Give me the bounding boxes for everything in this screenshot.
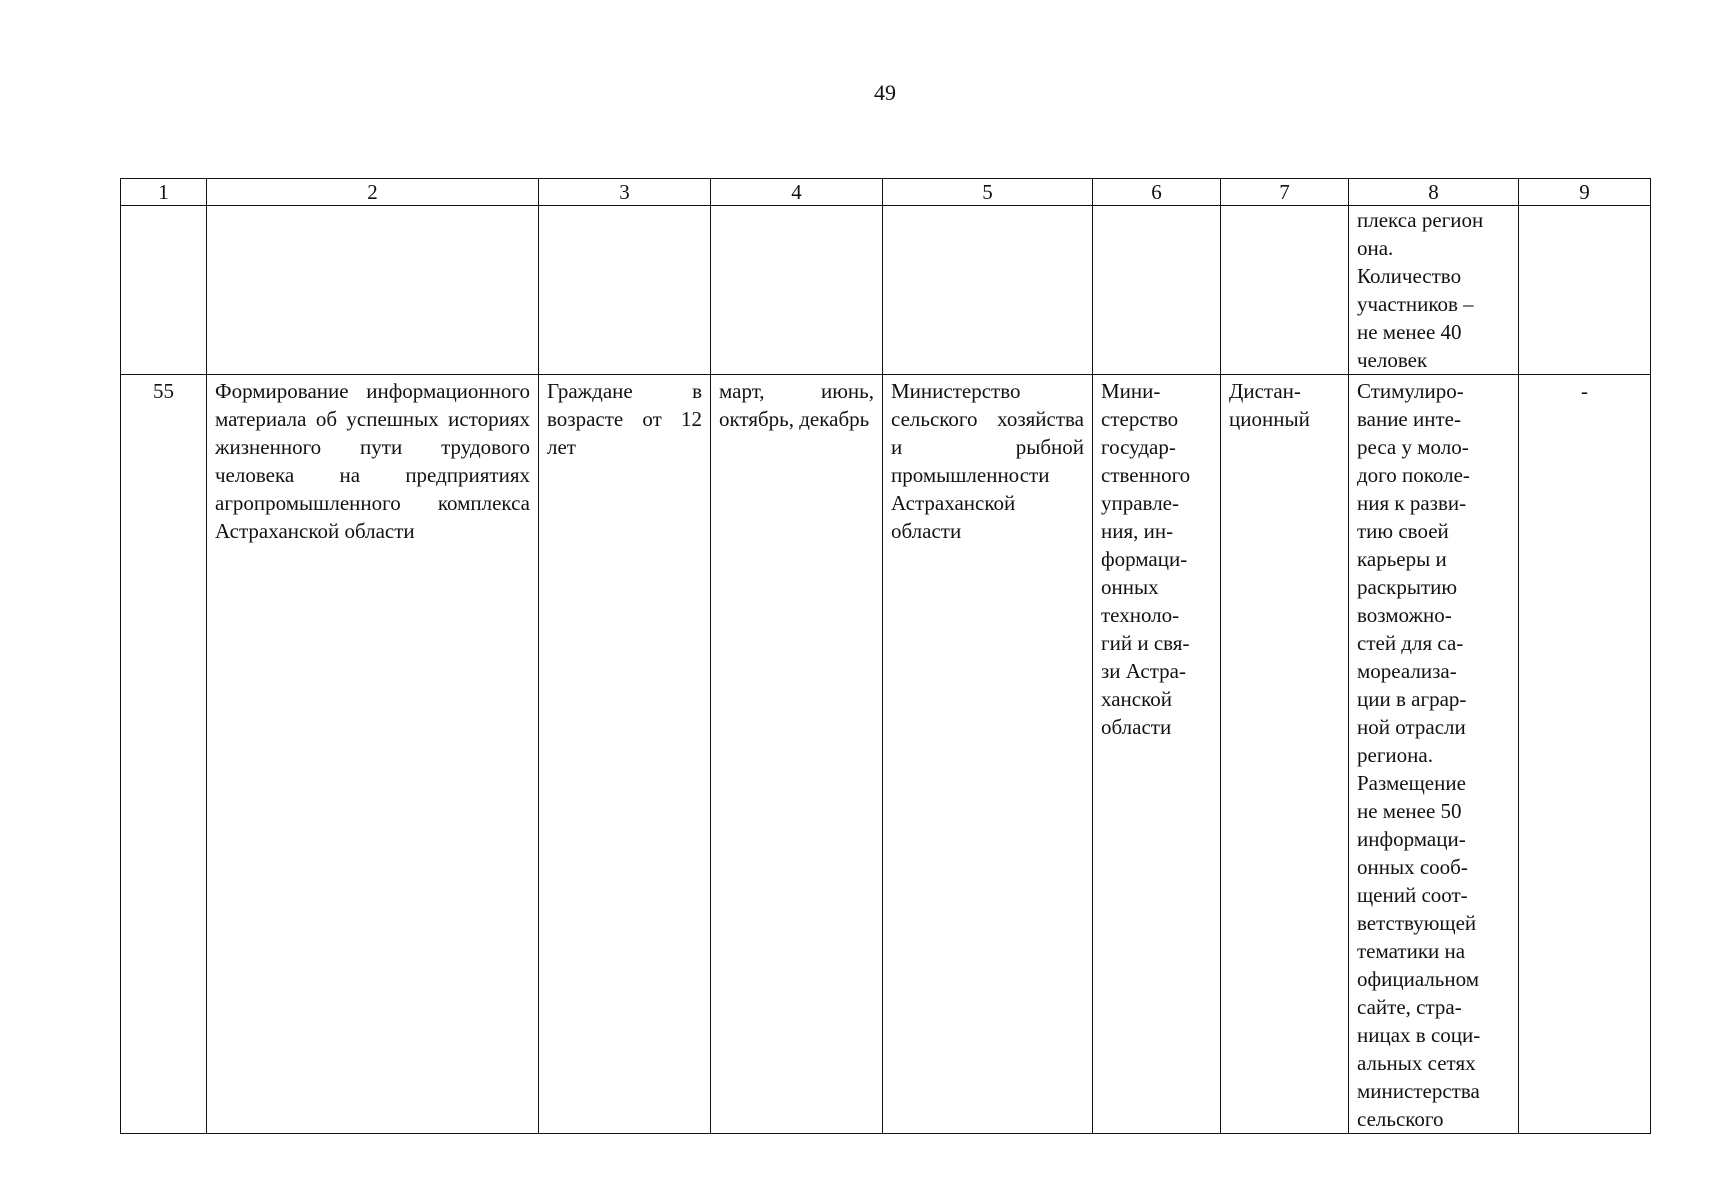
column-header-1: 1 <box>121 179 207 206</box>
column-number-row <box>121 179 1651 206</box>
cell-result: Стимулиро- вание инте- реса у моло- дого поколе- ния к разви- тию своей карьеры и раскрытию возможно- стей для са- мореализа- ции в аграр- ной отрасли региона. Размещение не менее 50 информаци- онных сооб- щений соот- ветствующей тематики на официальном сайте, стра- ницах в соци- альных сетях министерства сельского <box>1349 375 1519 1134</box>
column-header-4: 4 <box>711 179 883 206</box>
page-number: 49 <box>874 80 896 105</box>
column-header-2: 2 <box>207 179 539 206</box>
cell-dates: март, июнь, октябрь, декабрь <box>711 375 883 1134</box>
cell-number <box>121 206 207 375</box>
cell-audience <box>539 206 711 375</box>
cell-format: Дистан- ционный <box>1221 375 1349 1134</box>
cell-result: плекса регион она. Количество участников – не менее 40 человек <box>1349 206 1519 375</box>
cell-number: 55 <box>121 375 207 1134</box>
table-row-continuation <box>121 206 1651 375</box>
column-header-6: 6 <box>1093 179 1221 206</box>
cell-funding: - <box>1519 375 1651 1134</box>
cell-event-name: Формирование информационного материала об успешных историях жизненного пути трудового человека на предприятиях агропромышленного комплекса Астраханской области <box>207 375 539 1134</box>
cell-coexecutor <box>1093 206 1221 375</box>
cell-event-name <box>207 206 539 375</box>
cell-coexecutor: Мини- стерство государ- ственного управле- ния, ин- формаци- онных техноло- гий и свя- зи Астра- ханской области <box>1093 375 1221 1134</box>
cell-format <box>1221 206 1349 375</box>
cell-funding <box>1519 206 1651 375</box>
plan-table <box>120 178 1651 1134</box>
column-header-8: 8 <box>1349 179 1519 206</box>
cell-responsible <box>883 206 1093 375</box>
column-header-3: 3 <box>539 179 711 206</box>
cell-dates <box>711 206 883 375</box>
column-header-5: 5 <box>883 179 1093 206</box>
table-row <box>121 375 1651 1134</box>
cell-audience: Граждане в возрасте от 12 лет <box>539 375 711 1134</box>
column-header-7: 7 <box>1221 179 1349 206</box>
cell-responsible: Министерство сельского хозяйства и рыбной промышленности Астраханской области <box>883 375 1093 1134</box>
column-header-9: 9 <box>1519 179 1651 206</box>
